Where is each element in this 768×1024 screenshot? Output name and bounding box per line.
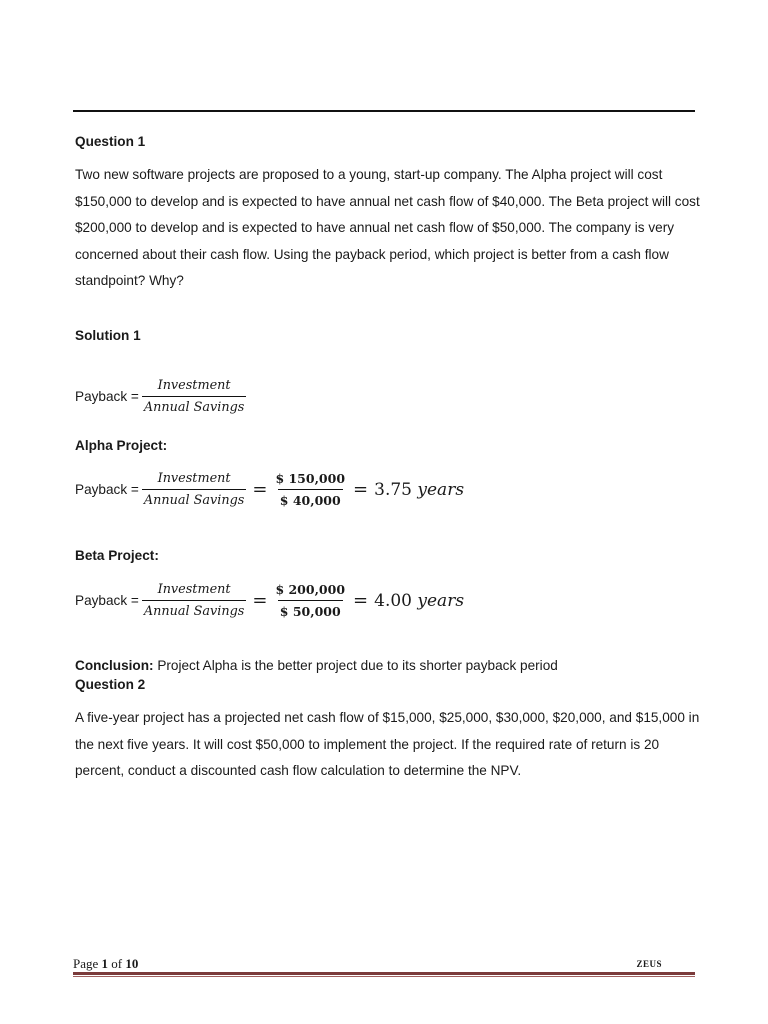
alpha-result-unit: years (417, 479, 465, 500)
beta-result (374, 591, 464, 611)
conclusion (75, 658, 558, 673)
page-total: 10 (125, 956, 139, 971)
beta-payback-formula (75, 582, 464, 619)
alpha-payback-formula (75, 471, 464, 508)
beta-numerator: Investment (157, 582, 231, 597)
solution-1-heading: Solution 1 (75, 328, 141, 343)
beta-denominator: Annual Savings (142, 600, 246, 619)
payback-label: Payback = (75, 389, 139, 404)
beta-result-unit: years (417, 590, 465, 611)
equals-sign: = (353, 479, 369, 500)
question-2-heading: Question 2 (75, 677, 146, 692)
page-current: 1 (101, 956, 109, 971)
beta-ratio-fraction (142, 582, 246, 619)
payback-fraction (142, 378, 246, 415)
beta-result-value: 4.00 (374, 590, 412, 611)
beta-investment-value: $ 200,000 (275, 582, 346, 597)
page-of: of (111, 956, 123, 971)
beta-cashflow-value: $ 50,000 (278, 600, 343, 619)
fraction-denominator: Annual Savings (142, 396, 246, 415)
alpha-project-heading: Alpha Project: (75, 438, 168, 453)
alpha-result (374, 480, 464, 500)
alpha-numerator: Investment (157, 471, 231, 486)
conclusion-text: Project Alpha is the better project due to its shorter payback period (157, 658, 558, 673)
footer-rule (73, 972, 695, 975)
question-1-heading: Question 1 (75, 134, 146, 149)
header-rule (73, 110, 695, 112)
question-2-text: A five-year project has a projected net cash flow of $15,000, $25,000, $30,000, $20,000, and $15,000 in the next five years. It will cost $50,000 to implement the project. If the required rate of return is 20 percent, conduct a discounted cash flow calculation to determine the NPV. (75, 710, 700, 779)
alpha-ratio-fraction (142, 471, 246, 508)
alpha-result-value: 3.75 (374, 479, 412, 500)
page-number (73, 956, 138, 972)
alpha-investment-value: $ 150,000 (275, 471, 346, 486)
page-word: Page (73, 956, 99, 971)
alpha-payback-label: Payback = (75, 482, 139, 497)
equals-sign: = (353, 590, 369, 611)
alpha-cashflow-value: $ 40,000 (278, 489, 343, 508)
beta-payback-label: Payback = (75, 593, 139, 608)
equals-sign: = (252, 590, 268, 611)
payback-formula (75, 378, 246, 415)
conclusion-label: Conclusion: (75, 658, 154, 673)
footer-rule-thin (73, 976, 695, 977)
alpha-money-fraction (273, 471, 347, 508)
beta-project-heading: Beta Project: (75, 548, 159, 563)
question-1-text: Two new software projects are proposed to a young, start-up company. The Alpha project will cost $150,000 to develop and is expected to have annual net cash flow of $40,000. The Beta project will cost $200,000 to develop and is expected to have annual net cash flow of $50,000. The company is very concerned about their cash flow. Using the payback period, which project is better from a cash flow standpoint? Why? (75, 167, 700, 289)
equals-sign: = (252, 479, 268, 500)
alpha-denominator: Annual Savings (142, 489, 246, 508)
beta-money-fraction (273, 582, 347, 619)
fraction-numerator: Investment (157, 378, 231, 393)
footer-brand: ZEUS (636, 959, 662, 969)
